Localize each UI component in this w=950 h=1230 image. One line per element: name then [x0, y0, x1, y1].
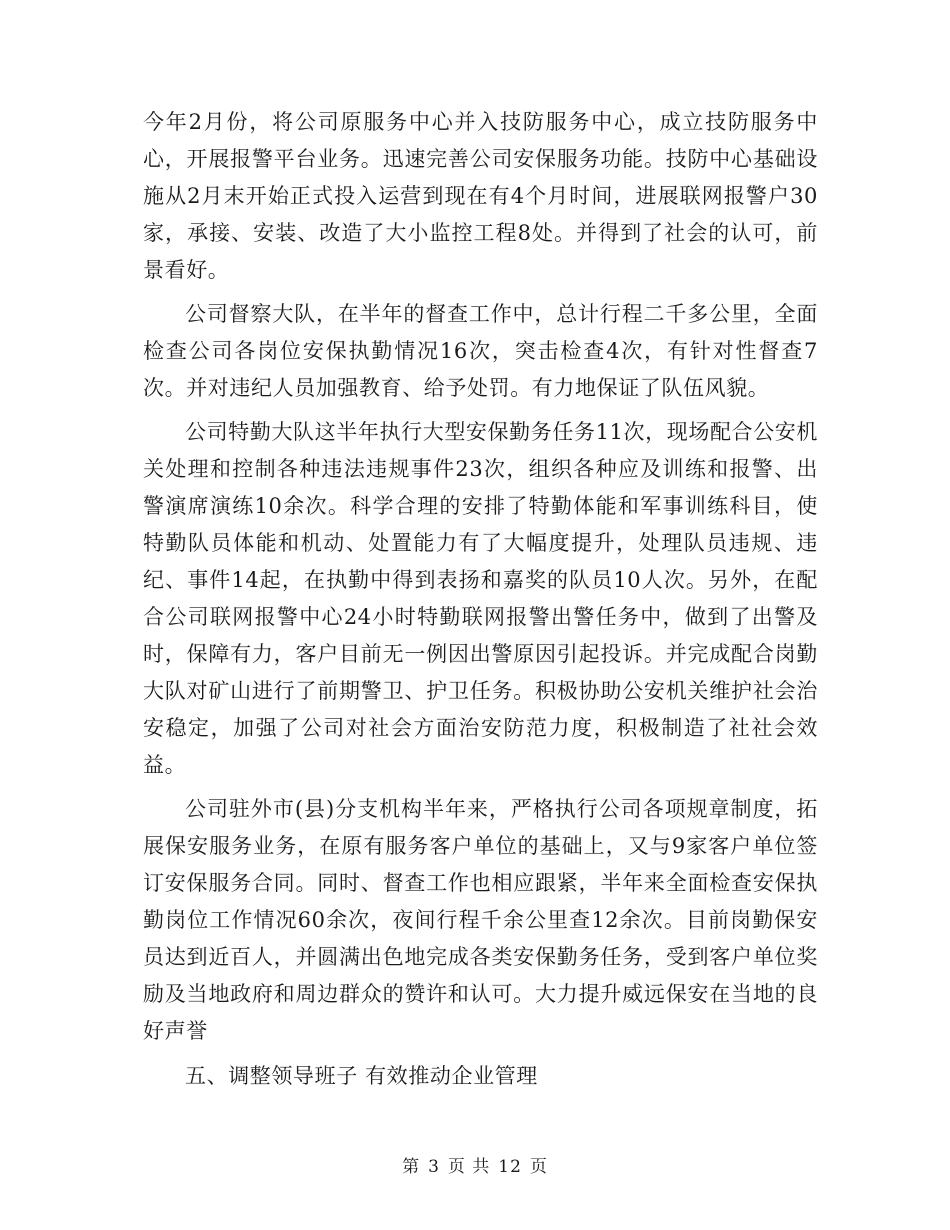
paragraph-3: 公司特勤大队这半年执行大型安保勤务任务11次，现场配合公安机关处理和控制各种违法违规事件23次，组织各种应及训练和报警、出警演席演练10余次。科学合理的安排了特勤体能和军事训练科目，使特勤队员体能和机动、处置能力有了大幅度提升，处理队员违规、违纪、事件14起，在执勤中得到表扬和嘉奖的队员10人次。另外，在配合公司联网报警中心24小时特勤联网报警出警任务中，做到了出警及时，保障有力，客户目前无一例因出警原因引起投诉。并完成配合岗勤大队对矿山进行了前期警卫、护卫任务。积极协助公安机关维护社会治安稳定，加强了公司对社会方面治安防范力度，积极制造了社社会效益。 — [143, 420, 818, 777]
page-footer — [0, 1152, 950, 1177]
footer-total-pages: 12 — [498, 1157, 522, 1177]
document-body — [143, 104, 818, 1095]
paragraph-1: 今年2月份，将公司原服务中心并入技防服务中心，成立技防服务中心，开展报警平台业务。迅速完善公司安保服务功能。技防中心基础设施从2月末开始正式投入运营到现在有4个月时间，进展联网报警户30家，承接、安装、改造了大小监控工程8处。并得到了社会的认可，前景看好。 — [143, 110, 818, 282]
paragraph-4: 公司驻外市(县)分支机构半年来，严格执行公司各项规章制度，拓展保安服务业务，在原有服务客户单位的基础上，又与9家客户单位签订安保服务合同。同时、督查工作也相应跟紧，半年来全面检查安保执勤岗位工作情况60余次，夜间行程千余公里查12余次。目前岗勤保安员达到近百人，并圆满出色地完成各类安保勤务任务，受到客户单位奖励及当地政府和周边群众的赞许和认可。大力提升威远保安在当地的良好声誉 — [143, 797, 818, 1043]
section-heading: 五、调整领导班子 有效推动企业管理 — [185, 1064, 538, 1088]
footer-prefix: 第 — [402, 1157, 421, 1177]
footer-suffix: 页 — [529, 1157, 548, 1177]
footer-page-number: 3 — [428, 1157, 440, 1177]
footer-middle: 页 共 — [447, 1157, 491, 1177]
paragraph-2: 公司督察大队，在半年的督查工作中，总计行程二千多公里，全面检查公司各岗位安保执勤情况16次，突击检查4次，有针对性督查7次。并对违纪人员加强教育、给予处罚。有力地保证了队伍风貌。 — [143, 302, 818, 400]
